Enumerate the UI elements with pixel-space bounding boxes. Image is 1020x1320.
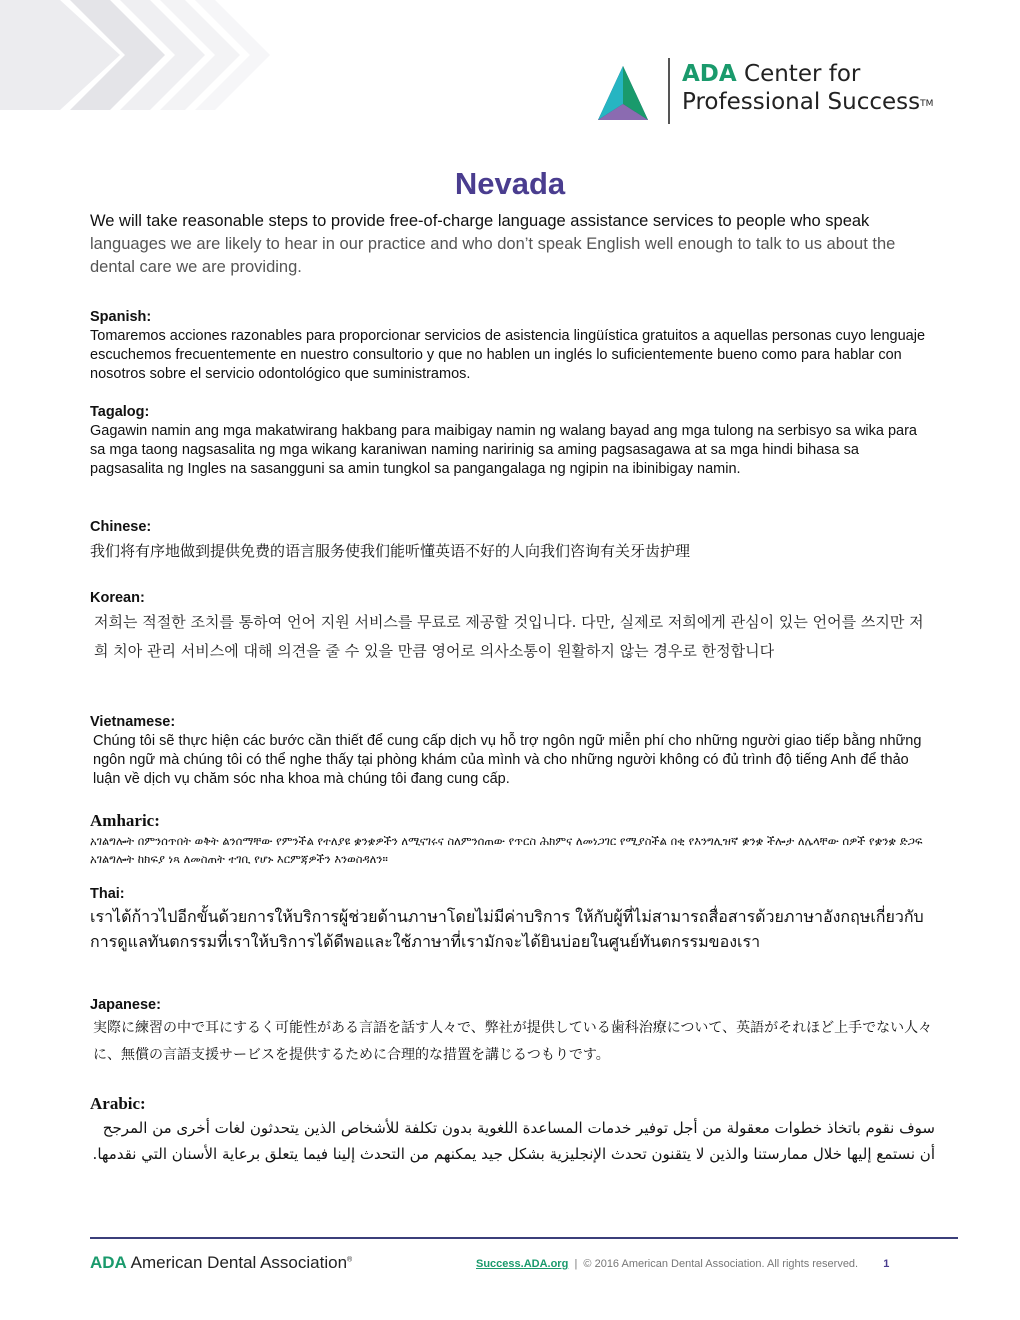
section-tagalog bbox=[90, 404, 935, 479]
footer-separator: | bbox=[574, 1258, 578, 1270]
logo-tm: TM bbox=[920, 99, 934, 109]
footer-logo-ada: ADA bbox=[90, 1253, 127, 1272]
section-text: አገልግሎት በምንሰጥበት ወቅት ልንሰማቸው የምንችል የተለያዩ ቋንቋዎችን ለሚናገሩና ስለምንሰጠው የጥርስ ሕክምና ለመነጋገር የሚያስችል በቂ የእንግሊዝኛ ቋንቋ ችሎታ ለሌላቸው ሰዎች የቋንቋ ድጋፍ አገልግሎት ከክፍያ ነጻ ለመስጠት ተገቢ የሆኑ እርምጃዎችን እንወስዳለን። bbox=[90, 834, 923, 866]
section-chinese bbox=[90, 519, 935, 565]
page-title: Nevada bbox=[454, 166, 566, 201]
section-vietnamese bbox=[90, 714, 935, 789]
section-text: เราได้ก้าวไปอีกขั้นด้วยการให้บริการผู้ช่วยด้านภาษาโดยไม่มีค่าบริการ ให้กับผู้ที่ไม่สามารถสื่อสารด้วยภาษาอังกฤษเกี่ยวกับการดูแลทันตกรรมที่เราให้บริการได้ดีพอและใช้ภาษาที่เรามักจะได้ยินบ่อยในศูนย์ทันตกรรมของเรา bbox=[90, 907, 924, 951]
logo-ada: ADA bbox=[682, 61, 737, 87]
section-label: Arabic: bbox=[90, 1094, 146, 1113]
section-japanese bbox=[90, 997, 935, 1069]
header-logo bbox=[598, 58, 978, 128]
footer-copyright: © 2016 American Dental Association. All rights reserved. bbox=[583, 1258, 859, 1270]
logo-line2: Professional Success bbox=[682, 89, 921, 115]
section-text: Tomaremos acciones razonables para proporcionar servicios de asistencia lingüística gratuitos a aquellas personas cuyo lenguaje escuchemos frecuentemente en nuestro consultorio y que no hablen un inglés lo suficientemente bueno como para hablar con nosotros sobre el servicio odontológico que suministramos. bbox=[90, 328, 926, 382]
section-amharic bbox=[90, 811, 935, 868]
intro-paragraph bbox=[90, 210, 930, 279]
logo-line1: Center for bbox=[744, 61, 861, 87]
footer-logo-reg: ® bbox=[347, 1256, 353, 1264]
section-label: Vietnamese: bbox=[90, 714, 176, 730]
page-number: 1 bbox=[883, 1258, 890, 1270]
intro-first: We will take reasonable steps to provide free-of-charge language assistance services to people who speak bbox=[90, 212, 870, 230]
footer-divider bbox=[90, 1237, 958, 1239]
section-label: Japanese: bbox=[90, 997, 161, 1013]
section-korean bbox=[90, 590, 935, 666]
section-text: سوف نقوم باتخاذ خطوات معقولة من أجل توفير خدمات المساعدة اللغوية بدون تكلفة للأشخاص الذين يتحدثون لغات أخرى من المرجح أن نستمع إليها خلال ممارستنا والذين لا يتقنون تحدث الإنجليزية بشكل جيد يمكنهم من التحدث إلينا فيما يتعلق برعاية الأسنان التي نقدمها. bbox=[92, 1119, 935, 1163]
corner-decoration bbox=[0, 0, 320, 110]
section-text: Chúng tôi sẽ thực hiện các bước cần thiết để cung cấp dịch vụ hỗ trợ ngôn ngữ miễn phí cho những người giao tiếp bằng những ngôn ngữ mà chúng tôi có thể nghe thấy tại phòng khám của mình và cho những người không có đủ trình độ tiếng Anh để thảo luận về dịch vụ chăm sóc nha khoa mà chúng tôi đang cung cấp. bbox=[93, 733, 922, 787]
intro-rest: languages we are likely to hear in our practice and who don’t speak English well enough to talk to us about the dental care we are providing. bbox=[90, 235, 896, 276]
section-label: Tagalog: bbox=[90, 404, 150, 420]
footer-logo-text: American Dental Association bbox=[130, 1253, 348, 1272]
logo-text bbox=[682, 60, 933, 116]
ada-triangle-icon bbox=[598, 66, 648, 120]
section-label: Amharic: bbox=[90, 811, 160, 830]
section-label: Spanish: bbox=[90, 309, 152, 325]
section-text: Gagawin namin ang mga makatwirang hakbang para maibigay namin ng walang bayad ang mga tulong na serbisyo sa wika para sa mga taong nagsasalita ng mga wikang karaniwan naming naririnig sa aming pagsasagawa at sa mga hindi bihasa sa pagsasalita ng Ingles na sasangguni sa amin tungkol sa pangangalaga ng ngipin na ibinibigay namin. bbox=[90, 423, 917, 477]
section-text: 我们将有序地做到提供免费的语言服务使我们能听懂英语不好的人向我们咨询有关牙齿护理 bbox=[90, 542, 691, 560]
section-text: 저희는 적절한 조치를 통하여 언어 지원 서비스를 무료로 제공할 것입니다. 다만, 실제로 저희에게 관심이 있는 언어를 쓰지만 저희 치아 관리 서비스에 대해 의견을 줄 수 있을 만큼 영어로 의사소통이 원활하지 않는 경우로 한정합니다 bbox=[94, 613, 924, 660]
footer-website-link[interactable]: Success.ADA.org bbox=[476, 1258, 569, 1270]
footer-info bbox=[476, 1258, 889, 1270]
section-label: Korean: bbox=[90, 590, 145, 606]
section-arabic bbox=[90, 1094, 935, 1167]
section-text: 実際に練習の中で耳にするく可能性がある言語を話す人々で、弊社が提供している歯科治療について、英語がそれほど上手でない人々に、無償の言語支援サービスを提供するために合理的な措置を講じるつもりです。 bbox=[93, 1020, 933, 1063]
logo-divider bbox=[668, 58, 670, 124]
section-thai bbox=[90, 886, 935, 954]
section-label: Thai: bbox=[90, 886, 125, 902]
section-label: Chinese: bbox=[90, 519, 152, 535]
footer-logo bbox=[90, 1253, 352, 1273]
section-spanish bbox=[90, 309, 935, 384]
